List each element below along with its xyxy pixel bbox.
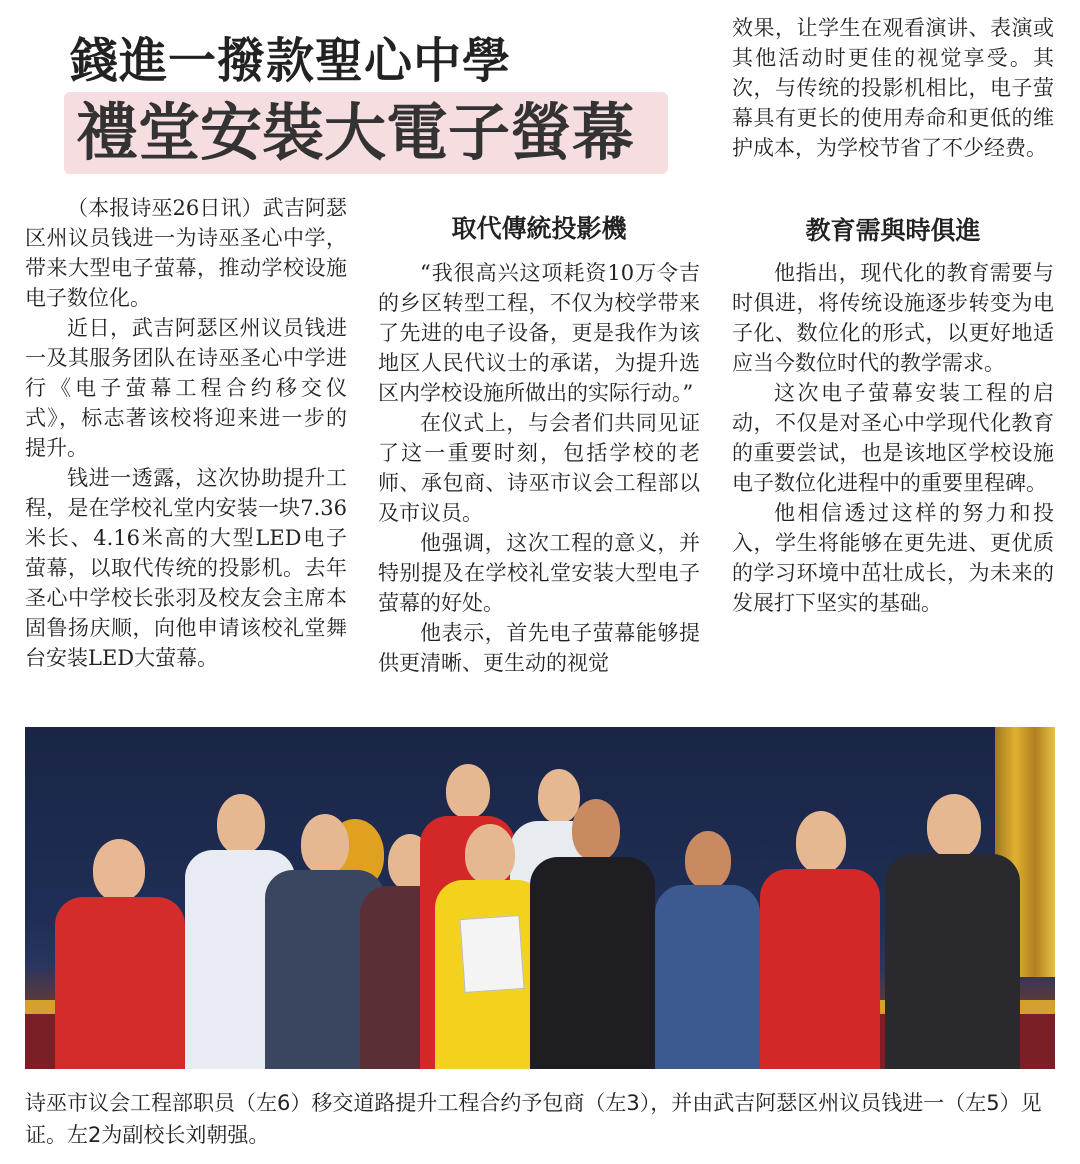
paragraph: 在仪式上，与会者们共同见证了这一重要时刻，包括学校的老师、承包商、诗巫市议会工程部以及市议员。	[378, 411, 700, 525]
paragraph: 钱进一透露，这次协助提升工程，是在学校礼堂内安装一块7.36米长、4.16米高的大型LED电子萤幕，以取代传统的投影机。去年圣心中学校长张羽及校友会主席本固鲁扬庆顺，向他申请该校礼堂舞台安装LED大萤幕。	[25, 466, 347, 670]
person	[530, 799, 655, 1069]
article-column-3	[732, 258, 1054, 618]
paragraph: 他表示，首先电子萤幕能够提供更清晰、更生动的视觉	[378, 621, 700, 675]
paragraph: 他指出，现代化的教育需要与时俱进，将传统设施逐步转变为电子化、数位化的形式，以更好地适应当今数位时代的教学需求。	[732, 261, 1054, 375]
subheading-replace-projector: 取代傳統投影機	[451, 214, 627, 243]
paragraph: “我很高兴这项耗资10万令吉的乡区转型工程，不仅为校学带来了先进的电子设备，更是我作为该地区人民代议士的承诺，为提升选区内学校设施所做出的实际行动。”	[378, 261, 700, 405]
person	[55, 839, 185, 1069]
contract-document	[459, 915, 524, 993]
article-column-2	[378, 258, 700, 678]
photo-caption: 诗巫市议会工程部职员（左6）移交道路提升工程合约予包商（左3），并由武吉阿瑟区州议员钱进一（左5）见证。左2为副校长刘朝强。	[25, 1091, 1042, 1147]
article-column-3-top	[732, 13, 1054, 163]
subheading-education-progress: 教育需與時俱進	[805, 216, 981, 245]
person	[760, 811, 880, 1069]
paragraph: （本报诗巫26日讯）武吉阿瑟区州议员钱进一为诗巫圣心中学，带来大型电子萤幕，推动学校设施电子数位化。	[25, 196, 347, 310]
headline-line2: 禮堂安裝大電子螢幕	[64, 92, 668, 174]
paragraph: 他强调，这次工程的意义，并特别提及在学校礼堂安装大型电子萤幕的好处。	[378, 531, 700, 615]
person	[655, 831, 760, 1069]
paragraph: 他相信透过这样的努力和投入，学生将能够在更先进、更优质的学习环境中茁壮成长，为未来的发展打下坚实的基础。	[732, 501, 1054, 615]
paragraph: 这次电子萤幕安装工程的启动，不仅是对圣心中学现代化教育的重要尝试，也是该地区学校设施电子数位化进程中的重要里程碑。	[732, 381, 1054, 495]
news-photo	[25, 727, 1055, 1069]
paragraph: 近日，武吉阿瑟区州议员钱进一及其服务团队在诗巫圣心中学进行《电子萤幕工程合约移交仪式》，标志著该校将迎来进一步的提升。	[25, 316, 347, 460]
paragraph: 效果，让学生在观看演讲、表演或其他活动时更佳的视觉享受。其次，与传统的投影机相比，电子萤幕具有更长的使用寿命和更低的维护成本，为学校节省了不少经费。	[732, 16, 1054, 160]
person	[885, 794, 1020, 1069]
article-column-1	[25, 193, 347, 673]
headline-line1: 錢進一撥款聖心中學	[70, 33, 512, 89]
